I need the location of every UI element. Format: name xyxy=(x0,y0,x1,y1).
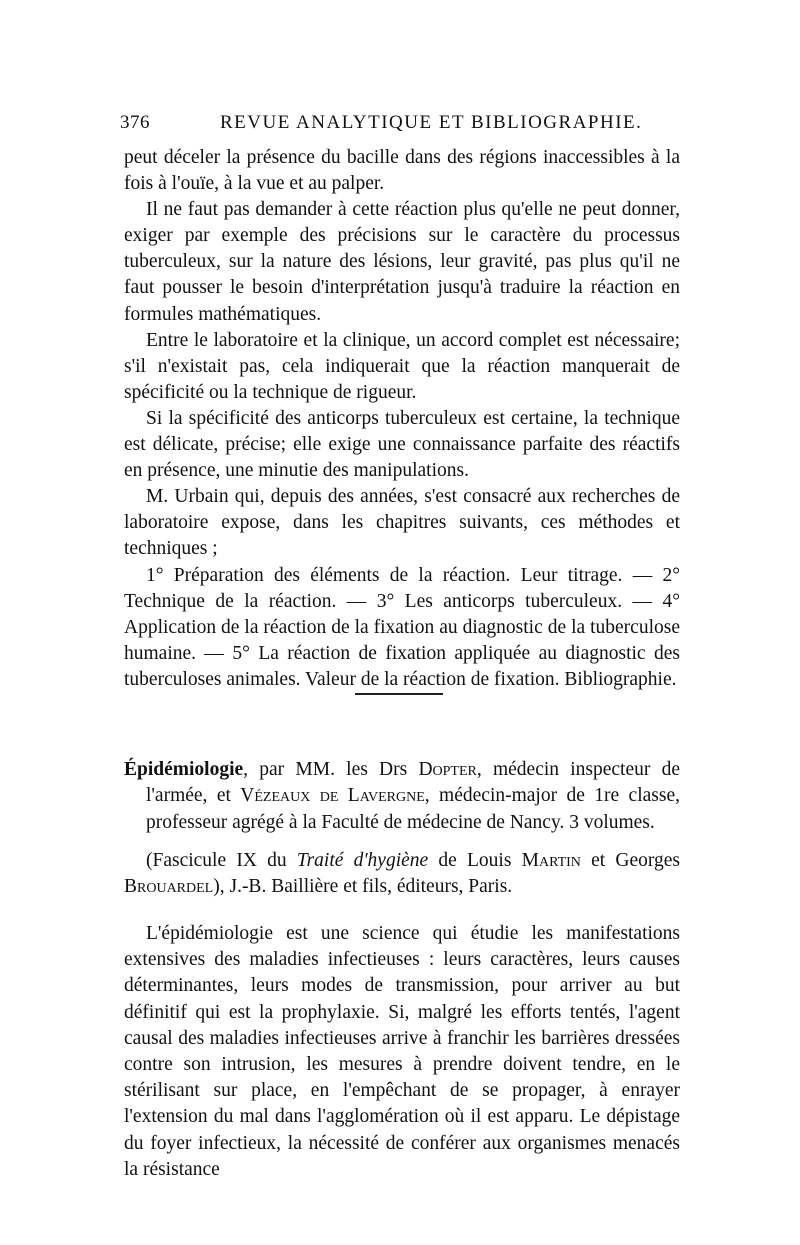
entry-citation: Épidémiologie, par MM. les Drs Dopter, médecin inspecteur de l'armée, et Vézeaux de Lavergne, médecin-major de 1re classe, professeur agrégé à la Faculté de médecine de Nancy. 3 volumes. xyxy=(124,759,681,833)
page-number: 376 xyxy=(120,112,150,133)
section-tuberculosis-text xyxy=(124,145,680,693)
work-title: Traité d'hygiène xyxy=(296,850,429,871)
author-name: Vézeaux de Lavergne xyxy=(240,785,425,807)
paragraph: Entre le laboratoire et la clinique, un accord complet est nécessaire; s'il n'existait pas, cela indiquerait que la réaction manquerait de spécificité ou la technique de rigueur. xyxy=(124,329,680,403)
paragraph: Il ne faut pas demander à cette réaction plus qu'elle ne peut donner, exiger par exemple des précisions sur le caractère du processus tuberculeux, sur la nature des lésions, leur gravité, pas plus qu'il ne faut pousser le besoin d'interprétation jusqu'à traduire la réaction en formules mathématiques. xyxy=(124,199,680,325)
author-name: Dopter xyxy=(418,759,477,780)
paragraph: peut déceler la présence du bacille dans des régions inaccessibles à la fois à l'ouïe, à la vue et au palper. xyxy=(124,147,680,195)
page-header xyxy=(120,112,680,142)
editor-name: Martin xyxy=(521,850,581,871)
entry-title: Épidémiologie xyxy=(124,759,244,780)
paragraph: M. Urbain qui, depuis des années, s'est consacré aux recherches de laboratoire expose, dans les chapitres suivants, ces méthodes et techniques ; xyxy=(124,486,680,560)
running-title: REVUE ANALYTIQUE ET BIBLIOGRAPHIE. xyxy=(220,112,643,133)
editor-name: Brouardel xyxy=(124,876,214,898)
chapter-list: 1° Préparation des éléments de la réaction. Leur titrage. — 2° Technique de la réaction. — 3° Les anticorps tuberculeux. — 4° Application de la réaction de la fixation au diagnostic de la tuberculose humaine. — 5° La réaction de fixation appliquée au diagnostic des tuberculoses animales. Valeur de la réaction de fixation. Bibliographie. xyxy=(124,564,680,690)
paragraph: Si la spécificité des anticorps tuberculeux est certaine, la technique est délicate, précise; elle exige une connaissance parfaite des réactifs en présence, une minutie des manipulations. xyxy=(124,407,680,482)
review-body xyxy=(124,921,680,1183)
paragraph: L'épidémiologie est une science qui étudie les manifestations extensives des maladies infectieuses : leurs caractères, leurs causes déterminantes, leurs modes de transmission, pour arriver au but définitif qui est la prophylaxie. Si, malgré les efforts tentés, l'agent causal des maladies infectieuses arrive à franchir les barrières dressées contre son intrusion, les mesures à prendre doivent tendre, en le stérilisant sur place, en l'empêchant de se propager, à enrayer l'extension du mal dans l'agglomération où il est apparu. Le dépistage du foyer infectieux, la nécessité de conférer aux organismes menacés la résistance xyxy=(124,923,680,1180)
section-divider xyxy=(355,693,443,695)
bibliographic-entry xyxy=(124,757,680,836)
publication-note: (Fascicule IX du Traité d'hygiène de Louis Martin et Georges Brouardel), J.-B. Baillière et fils, éditeurs, Paris. xyxy=(124,850,681,898)
